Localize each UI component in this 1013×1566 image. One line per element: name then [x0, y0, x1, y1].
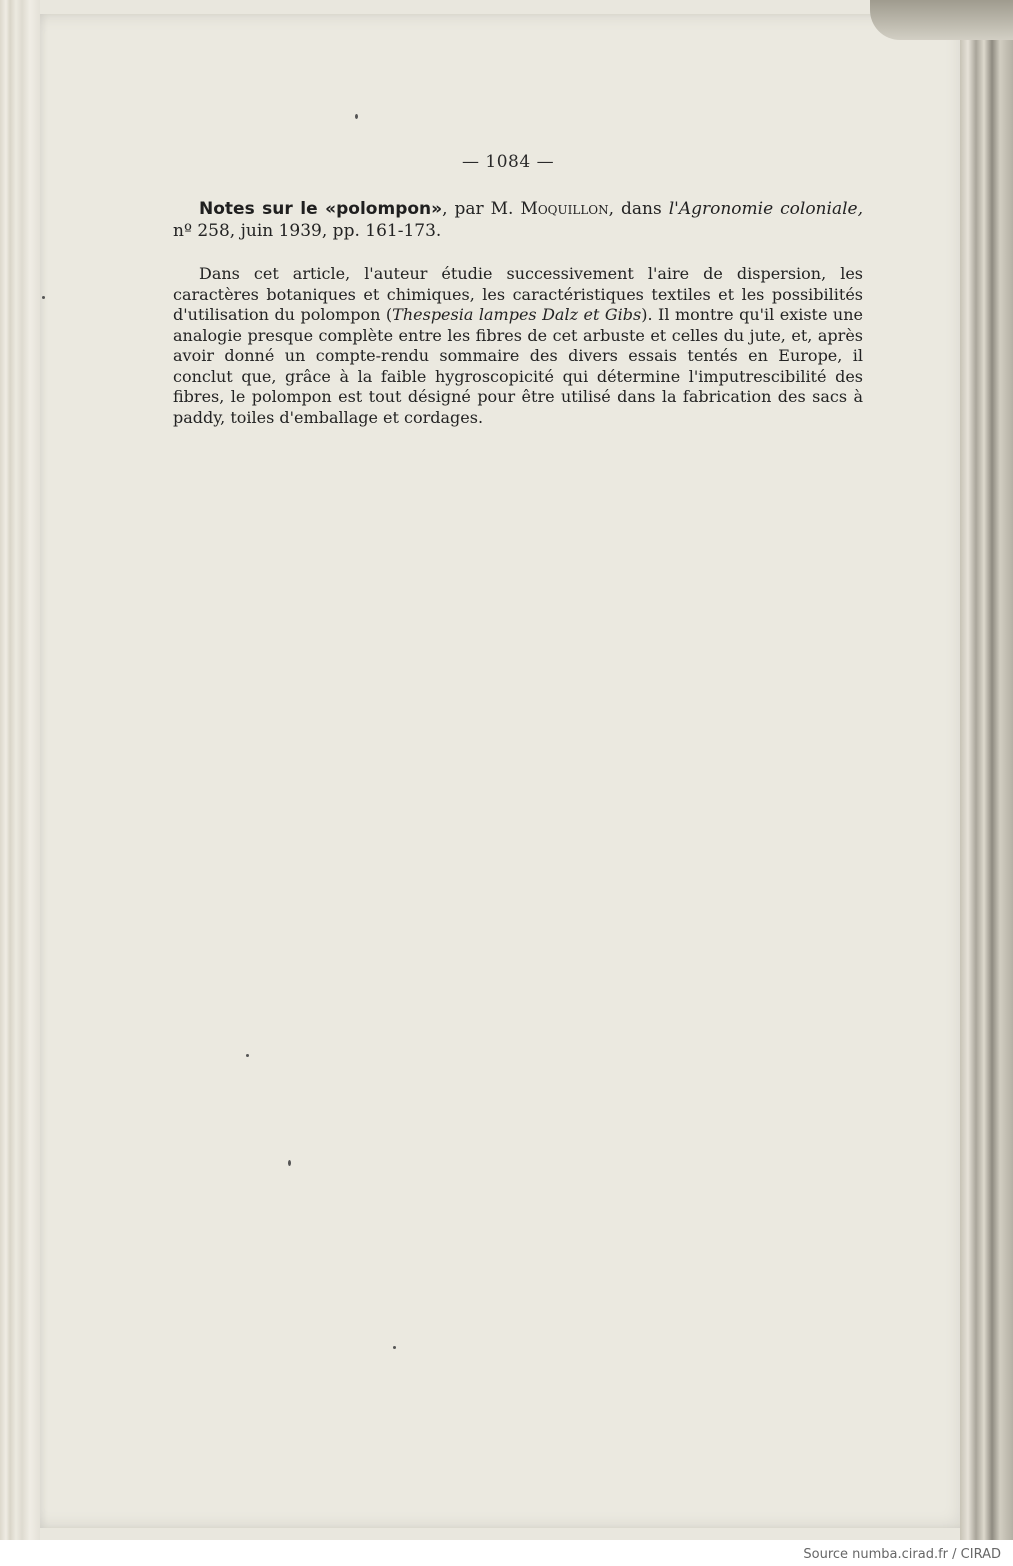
- paper-speck: [355, 114, 358, 119]
- notice-in: , dans: [608, 199, 669, 219]
- notice-author: Moquillon: [520, 199, 609, 219]
- paper-speck: [42, 296, 45, 299]
- notice-heading: [173, 198, 863, 242]
- notice-by: , par M.: [442, 199, 521, 219]
- page-number: — 1084 —: [462, 152, 555, 172]
- binding-corner: [870, 0, 1013, 40]
- paper-speck: [393, 1346, 396, 1349]
- left-page-edges: [0, 0, 40, 1540]
- bibliographic-notice: [173, 198, 863, 428]
- notice-body-part2: ). Il montre qu'il existe une analogie presque complète entre les fibres de cet arbuste et celles du jute, et, après avoir donné un compte-rendu sommaire des divers essais tentés en Europe, il conclut que, grâce à la faible hygroscopicité qui détermine l'imputrescibilité des fibres, le polompon est tout désigné pour être utilisé dans la fabrication des sacs à paddy, toiles d'emballage et cordages.: [173, 305, 863, 427]
- notice-journal: l'Agronomie coloniale,: [668, 199, 863, 219]
- paper-speck: [246, 1054, 249, 1057]
- right-page-edges: [960, 0, 1013, 1540]
- paper-speck: [288, 1160, 291, 1166]
- notice-body: [173, 264, 863, 428]
- source-credit: Source numba.cirad.fr / CIRAD: [803, 1547, 1001, 1562]
- notice-issue: nº 258, juin 1939, pp. 161-173.: [173, 221, 442, 241]
- notice-title: Notes sur le «polompon»: [199, 199, 443, 219]
- notice-species: Thespesia lampes Dalz et Gibs: [392, 305, 642, 324]
- notice-body-part1: Dans cet article, l'auteur étudie successivement l'aire de dispersion, les caractères botaniques et chimiques, les caractéristiques textiles et les possibilités d'utilisation du polompon (: [173, 264, 863, 324]
